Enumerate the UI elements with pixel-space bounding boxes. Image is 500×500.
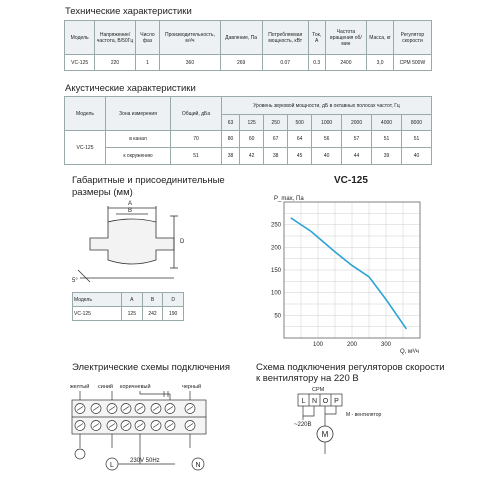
acoustic-cell: 80 — [222, 131, 240, 148]
regulator-diagram — [290, 384, 430, 464]
tech-header-rpm: Частота вращения об/мин — [325, 21, 367, 55]
chart-xtick-label: 300 — [380, 342, 392, 348]
chart-title: VC-125 — [334, 175, 368, 186]
acoustic-total: 70 — [171, 131, 222, 148]
acoustic-cell: 64 — [288, 131, 312, 148]
tech-cell: VC-125 — [65, 55, 95, 71]
acoustic-cell: 51 — [401, 131, 431, 148]
chart-ylabel: P_max, Па — [274, 196, 304, 202]
freq-header: 1000 — [312, 115, 342, 131]
acoustic-cell: 40 — [312, 148, 342, 165]
tech-cell: 1 — [135, 55, 159, 71]
freq-header: 2000 — [342, 115, 372, 131]
tech-cell: 269 — [220, 55, 262, 71]
acoustic-cell: 67 — [264, 131, 288, 148]
wiring-title: Электрические схемы подключения — [72, 362, 231, 373]
tech-header-current: Ток, А — [308, 21, 325, 55]
acoustic-total: 51 — [171, 148, 222, 165]
acoustic-cell: 44 — [342, 148, 372, 165]
performance-chart — [262, 188, 442, 360]
regulator-terminal-o: O — [322, 398, 329, 405]
tech-cell: 2400 — [325, 55, 367, 71]
acoustic-cell: 40 — [401, 148, 431, 165]
table-row — [65, 97, 432, 115]
regulator-terminal-p: P — [334, 398, 339, 405]
tech-cell: 3,0 — [367, 55, 393, 71]
freq-header: 8000 — [401, 115, 431, 131]
regulator-terminal-l: L — [301, 398, 306, 405]
tech-header-phases: Число фаз — [135, 21, 159, 55]
freq-header: 500 — [288, 115, 312, 131]
tech-cell: 0.07 — [262, 55, 308, 71]
table-row — [65, 148, 432, 165]
wire-label-brown: коричневый — [120, 384, 151, 390]
acoustic-cell: 39 — [372, 148, 402, 165]
fan-dimension-drawing — [70, 198, 190, 290]
tech-header-power: Потребляемая мощность, кВт — [262, 21, 308, 55]
acoustic-header-total: Общий, дБа — [171, 97, 222, 131]
tech-cell: 220 — [95, 55, 135, 71]
acoustic-model: VC-125 — [65, 131, 106, 165]
dims-cell: VC-125 — [73, 307, 122, 321]
wire-label-blue: синий — [98, 384, 114, 390]
table-row — [65, 21, 432, 55]
dims-title-line1: Габаритные и присоединительные — [72, 175, 225, 186]
dim-label-d: D — [180, 239, 185, 245]
chart-ytick-label: 250 — [270, 222, 281, 229]
tech-cell: CPM 500W — [393, 55, 431, 71]
tech-cell: 0.3 — [308, 55, 325, 71]
chart-series-line — [291, 218, 407, 329]
terminal-l-label: L — [110, 462, 114, 469]
dims-cell: 242 — [142, 307, 163, 321]
regulator-terminal-n: N — [311, 398, 318, 405]
wire-label-yellow: желтый — [70, 384, 90, 390]
dims-header: Модель — [73, 293, 122, 307]
motor-note: M - вентилятор — [346, 412, 382, 418]
table-row — [65, 55, 432, 71]
freq-header: 250 — [264, 115, 288, 131]
chart-ytick-label: 50 — [274, 313, 281, 320]
wire-label-black: черный — [182, 384, 202, 390]
dim-label-angle: 5° — [72, 278, 78, 284]
acoustic-cell: 60 — [240, 131, 264, 148]
chart-xlabel: Q, м³/ч — [400, 349, 419, 355]
acoustic-cell: 45 — [288, 148, 312, 165]
dims-header: B — [142, 293, 163, 307]
chart-ytick-label: 100 — [270, 290, 281, 297]
tech-table — [64, 20, 432, 71]
tech-cell: 360 — [160, 55, 220, 71]
acoustic-cell: 38 — [222, 148, 240, 165]
dims-cell: 190 — [163, 307, 184, 321]
acoustic-header-levels: Уровень звуковой мощности, дБ в октавных полосах частот, Гц — [222, 97, 432, 115]
acoustic-cell: 42 — [240, 148, 264, 165]
freq-header: 4000 — [372, 115, 402, 131]
dims-header: A — [122, 293, 143, 307]
freq-header: 63 — [222, 115, 240, 131]
regulator-supply: ~220В — [294, 422, 312, 428]
acoustic-cell: 38 — [264, 148, 288, 165]
tech-header-pressure: Давление, Па — [220, 21, 262, 55]
dim-label-a: A — [127, 201, 133, 207]
table-row — [65, 131, 432, 148]
terminal-n-label: N — [195, 462, 201, 469]
regulator-title-line2: к вентилятору на 220 В — [256, 373, 359, 384]
table-row — [73, 307, 184, 321]
acoustic-zone: в канал — [106, 131, 171, 148]
table-row — [73, 293, 184, 307]
acoustic-cell: 57 — [342, 131, 372, 148]
tech-header-model: Модель — [65, 21, 95, 55]
tech-header-mass: Масса, кг — [367, 21, 393, 55]
dims-table — [72, 292, 184, 321]
acoustic-cell: 56 — [312, 131, 342, 148]
regulator-title-line1: Схема подключения регуляторов скорости — [256, 362, 445, 373]
regulator-device-label: CPM — [312, 387, 325, 393]
chart-ytick-label: 150 — [270, 268, 281, 274]
acoustic-table — [64, 96, 432, 165]
freq-header: 125 — [240, 115, 264, 131]
dims-header: D — [163, 293, 184, 307]
acoustic-header-model: Модель — [65, 97, 106, 131]
tech-header-regulator: Регулятор скорости — [393, 21, 431, 55]
dim-label-b: B — [127, 208, 133, 214]
tech-header-voltage: Напряжение/ частота, В/50Гц — [95, 21, 135, 55]
motor-label: M — [321, 430, 329, 439]
acoustic-cell: 51 — [372, 131, 402, 148]
supply-label: 230V 50Hz — [130, 458, 160, 464]
ground-icon — [75, 449, 85, 459]
dims-cell: 125 — [122, 307, 143, 321]
acoustic-header-zone: Зона измерения — [106, 97, 171, 131]
tech-header-flow: Производительность, м³/ч — [160, 21, 220, 55]
wiring-diagram — [70, 378, 230, 480]
chart-xtick-label: 100 — [312, 342, 324, 348]
chart-ytick-label: 200 — [270, 245, 281, 252]
dims-title-line2: размеры (мм) — [72, 187, 133, 198]
tech-title: Технические характеристики — [65, 6, 192, 17]
chart-xtick-label: 200 — [346, 342, 358, 348]
acoustic-zone: к окружению — [106, 148, 171, 165]
acoustic-title: Акустические характеристики — [65, 83, 196, 94]
